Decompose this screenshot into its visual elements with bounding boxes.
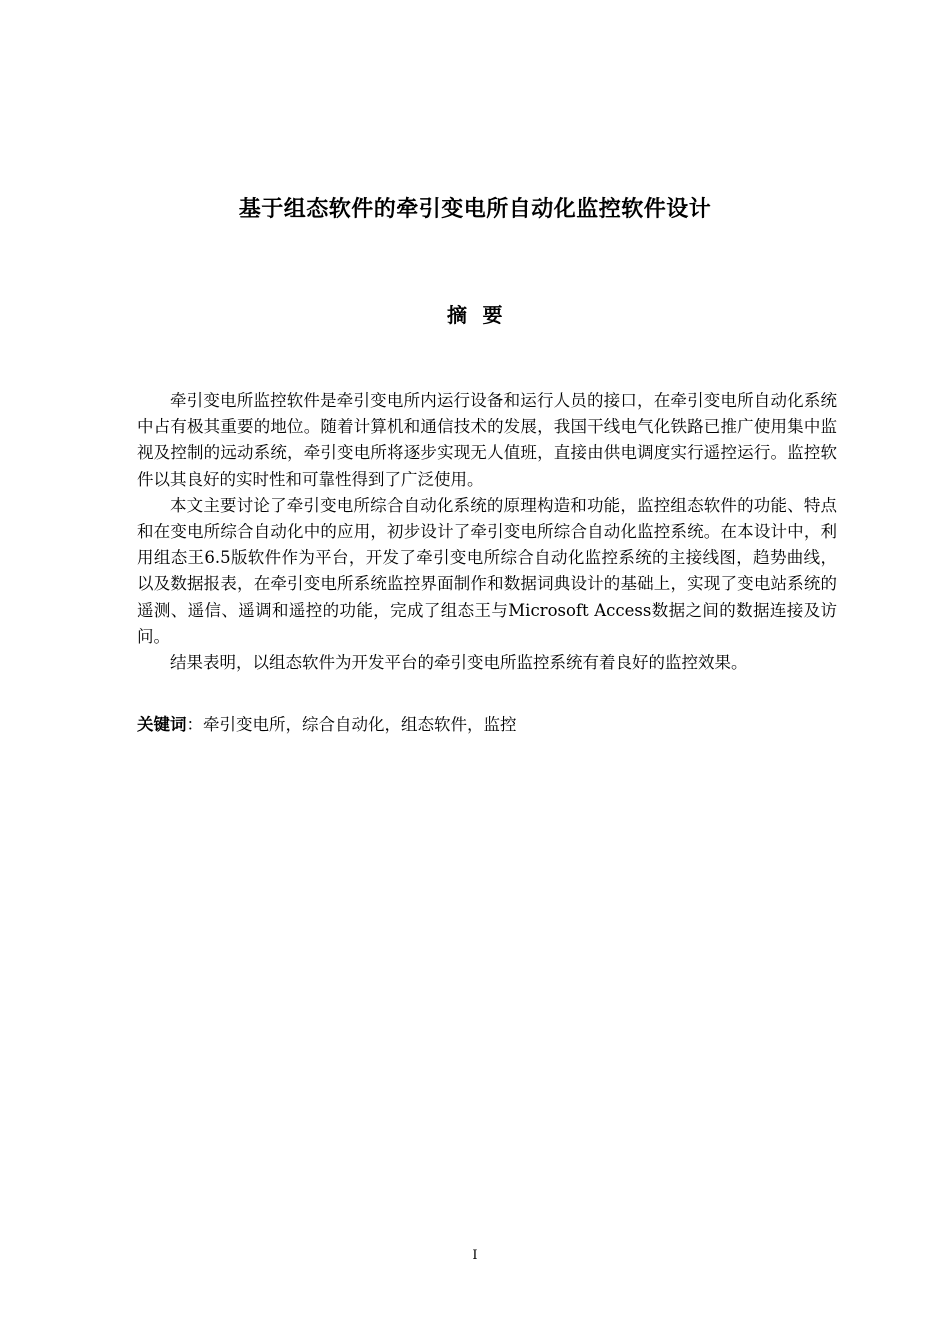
keywords-line [137, 711, 837, 739]
keywords-separator: ： [186, 715, 203, 734]
keywords-label: 关键词 [137, 715, 187, 734]
abstract-heading: 摘 要 [447, 303, 503, 327]
page-number: I [472, 1248, 478, 1263]
document-title: 基于组态软件的牵引变电所自动化监控软件设计 [238, 197, 712, 222]
abstract-paragraph-3: 结果表明，以组态软件为开发平台的牵引变电所监控系统有着良好的监控效果。 [170, 653, 748, 673]
abstract-paragraph-1: 牵引变电所监控软件是牵引变电所内运行设备和运行人员的接口，在牵引变电所自动化系统中占有极其重要的地位。随着计算机和通信技术的发展，我国干线电气化铁路已推广使用集中监视及控制的远动系统，牵引变电所将逐步实现无人值班，直接由供电调度实行遥控运行。监控软件以其良好的实时性和可靠性得到了广泛使用。 [137, 391, 837, 489]
keywords-text: 牵引变电所，综合自动化，组态软件，监控 [203, 715, 517, 734]
abstract-paragraph-2: 本文主要讨论了牵引变电所综合自动化系统的原理构造和功能，监控组态软件的功能、特点和在变电所综合自动化中的应用，初步设计了牵引变电所综合自动化监控系统。在本设计中，利用组态王6.5版软件作为平台，开发了牵引变电所综合自动化监控系统的主接线图，趋势曲线，以及数据报表，在牵引变电所系统监控界面制作和数据词典设计的基础上，实现了变电站系统的遥测、遥信、遥调和遥控的功能，完成了组态王与Microsoft Access数据之间的数据连接及访问。 [137, 495, 837, 646]
abstract-body [137, 388, 837, 676]
